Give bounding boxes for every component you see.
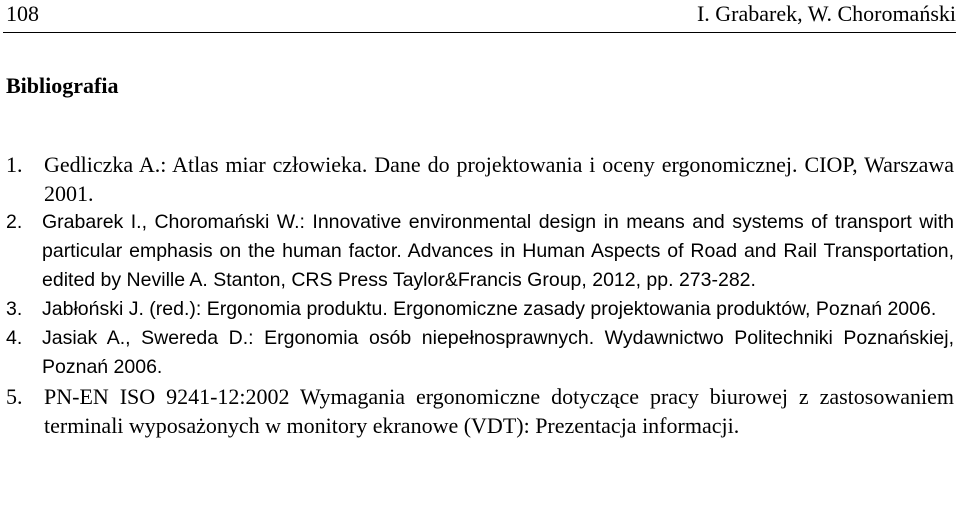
entry-number: 5. <box>6 384 23 409</box>
section-title: Bibliografia <box>6 73 119 98</box>
header-rule <box>3 32 956 33</box>
entry-text: Gedliczka A.: Atlas miar człowieka. Dane do projektowania i oceny ergonomicznej. CIOP, Warszawa 2001. <box>44 152 954 206</box>
running-head: I. Grabarek, W. Choromański <box>696 1 956 26</box>
entry-text: PN-EN ISO 9241-12:2002 Wymagania ergonomiczne dotyczące pracy biurowej z zastosowaniem terminali wyposażonych w monitory ekranowe (VDT): Prezentacja informacji. <box>44 384 954 438</box>
bibliography-entry <box>6 324 954 382</box>
entry-number: 3. <box>6 298 23 320</box>
bibliography-entry <box>6 382 954 440</box>
entry-text: Jasiak A., Swereda D.: Ergonomia osób niepełnosprawnych. Wydawnictwo Politechniki Poznańskiej, Poznań 2006. <box>42 327 954 378</box>
page-header <box>6 0 956 32</box>
bibliography-list <box>6 150 954 440</box>
entry-text: Jabłoński J. (red.): Ergonomia produktu. Ergonomiczne zasady projektowania produktów, Poznań 2006. <box>42 298 937 320</box>
bibliography-entry <box>6 208 954 295</box>
entry-number: 4. <box>6 327 23 349</box>
entry-text: Grabarek I., Choromański W.: Innovative environmental design in means and systems of transport with particular emphasis on the human factor. Advances in Human Aspects of Road and Rail Transportation, edited by Neville A. Stanton, CRS Press Taylor&Francis Group, 2012, pp. 273-282. <box>42 211 954 291</box>
entry-number: 2. <box>6 211 23 233</box>
bibliography-entry <box>6 295 954 324</box>
entry-number: 1. <box>6 152 23 177</box>
page-number: 108 <box>6 1 39 26</box>
bibliography-entry <box>6 150 954 208</box>
